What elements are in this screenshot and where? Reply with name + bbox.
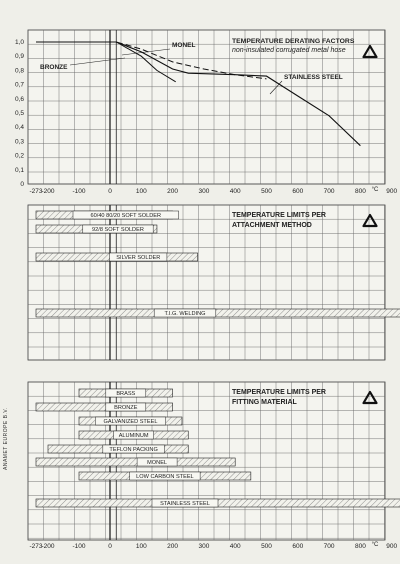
x-tick-label: -100 — [72, 543, 86, 550]
chart-subtitle: non-insulated corrugated metal hose — [232, 47, 346, 54]
bar-label: STAINLESS STEEL — [160, 501, 210, 508]
x-tick-label: -273 — [29, 188, 43, 195]
x-tick-label: 700 — [323, 543, 335, 550]
x-tick-label: 0 — [108, 543, 112, 550]
range-bar — [36, 403, 173, 411]
x-tick-label: -100 — [72, 188, 86, 195]
x-tick-label: 600 — [292, 543, 304, 550]
x-tick-label: -200 — [41, 543, 55, 550]
y-tick-label: 0 — [20, 181, 24, 188]
y-tick-label: 0,6 — [14, 95, 24, 103]
bar-label: MONEL — [147, 460, 168, 467]
x-tick-label: 500 — [261, 188, 272, 195]
bar-label: T.I.G. WELDING — [164, 311, 206, 318]
y-tick-label: 0,5 — [14, 110, 24, 117]
y-tick-label: 0,7 — [14, 81, 24, 89]
bar-label: ALUMINUM — [118, 433, 149, 440]
x-tick-label: 300 — [198, 543, 210, 550]
bar-label: TEFLON PACKING — [109, 447, 158, 454]
x-tick-label: 300 — [198, 188, 210, 195]
series-label: STAINLESS STEEL — [284, 74, 343, 81]
x-tick-label: 200 — [167, 543, 179, 550]
x-tick-label: 800 — [354, 188, 366, 195]
x-tick-label: 100 — [135, 543, 147, 550]
x-tick-label: 400 — [229, 188, 241, 195]
x-tick-label: -273 — [29, 543, 43, 550]
chart-title-line: ATTACHMENT METHOD — [232, 222, 312, 229]
x-tick-label: 800 — [354, 543, 366, 550]
x-axis-label: °C — [371, 187, 379, 193]
bar-label: GALVANIZED STEEL — [103, 419, 158, 426]
y-tick-label: 0,1 — [14, 166, 24, 174]
range-bar — [36, 458, 235, 466]
chart-title: TEMPERATURE DERATING FACTORS — [232, 38, 355, 45]
series-label: MONEL — [172, 42, 196, 49]
sidebar-text: ANAMET EUROPE B.V. — [3, 407, 9, 470]
y-tick-label: 0,8 — [14, 67, 24, 75]
x-tick-label: 100 — [135, 188, 147, 195]
x-tick-label: 600 — [292, 188, 304, 195]
x-tick-label: -200 — [41, 188, 55, 195]
x-tick-label: 500 — [261, 543, 272, 550]
bar-label: 60/40 80/20 SOFT SOLDER — [90, 213, 162, 220]
x-tick-label: 900 — [386, 188, 398, 195]
x-tick-label: 700 — [323, 188, 335, 195]
chart-title-line: FITTING MATERIAL — [232, 399, 297, 406]
bar-label: 92/8 SOFT SOLDER — [92, 227, 144, 234]
series-label: BRONZE — [40, 64, 68, 71]
chart-title-line: TEMPERATURE LIMITS PER — [232, 389, 326, 396]
y-tick-label: 0,2 — [14, 152, 24, 160]
bar-label: LOW CARBON STEEL — [136, 474, 194, 481]
y-tick-label: 0,9 — [14, 53, 24, 61]
y-tick-label: 0,4 — [14, 124, 24, 132]
y-tick-label: 1,0 — [14, 39, 24, 46]
x-tick-label: 900 — [386, 543, 398, 550]
bar-label: BRONZE — [114, 405, 138, 412]
x-tick-label: 200 — [167, 188, 179, 195]
range-bar — [36, 309, 400, 317]
y-tick-label: 0,3 — [14, 138, 24, 146]
x-axis-label: °C — [371, 542, 379, 548]
chart-title-line: TEMPERATURE LIMITS PER — [232, 212, 326, 219]
bar-label: BRASS — [116, 391, 136, 398]
x-tick-label: 400 — [229, 543, 241, 550]
x-tick-label: 0 — [108, 188, 112, 195]
bar-label: SILVER SOLDER — [116, 255, 161, 262]
